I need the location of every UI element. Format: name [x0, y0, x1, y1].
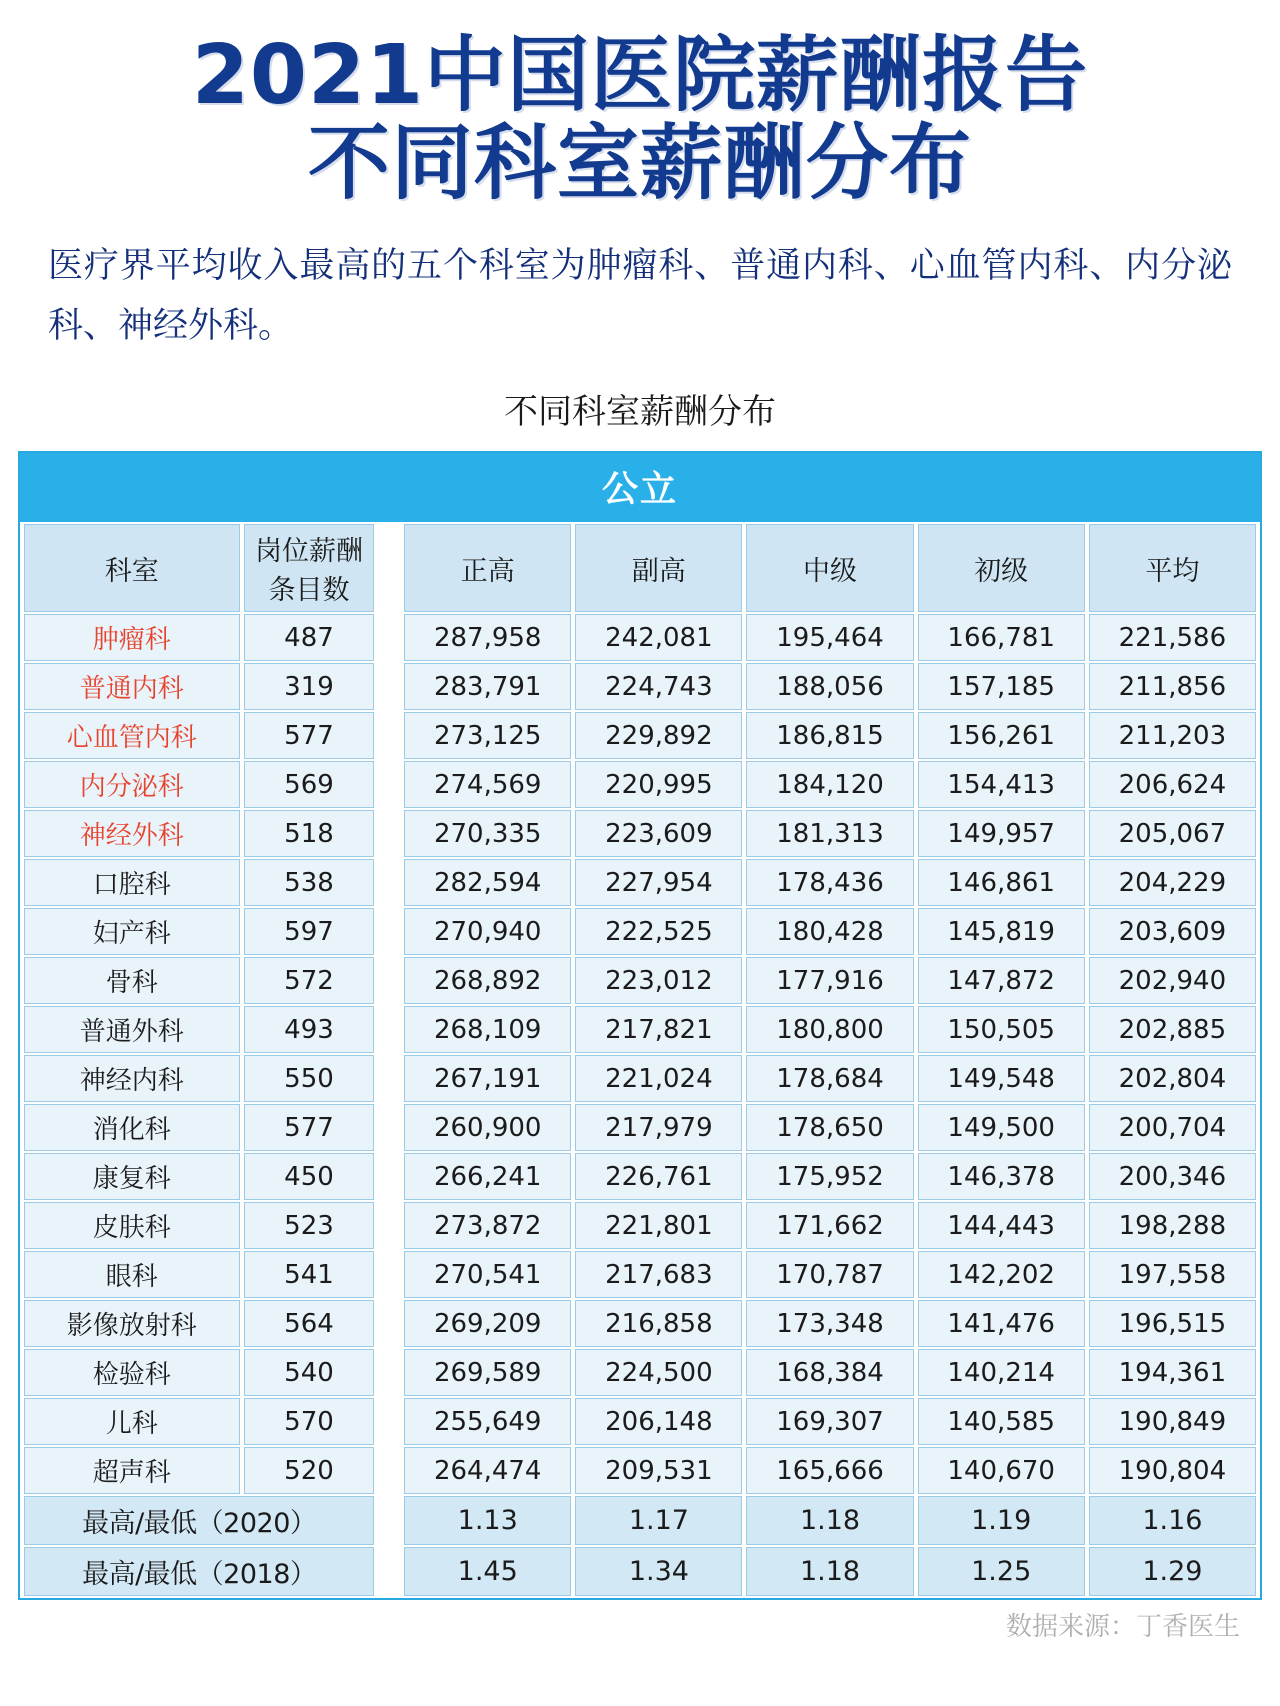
table-ratio-row	[24, 1547, 1256, 1596]
cell-intermediate: 173,348	[746, 1300, 913, 1347]
cell-entry-count: 577	[244, 1104, 375, 1151]
cell-deputy-chief: 217,979	[575, 1104, 742, 1151]
cell-junior: 149,957	[918, 810, 1085, 857]
cell-entry-count: 450	[244, 1153, 375, 1200]
cell-average: 206,624	[1089, 761, 1256, 808]
cell-senior-chief: 274,569	[404, 761, 571, 808]
cell-ratio-junior: 1.19	[918, 1496, 1085, 1545]
cell-department: 神经内科	[24, 1055, 240, 1102]
cell-ratio-intermediate: 1.18	[746, 1496, 913, 1545]
cell-intermediate: 181,313	[746, 810, 913, 857]
column-header-entry-count	[244, 524, 375, 612]
cell-junior: 146,378	[918, 1153, 1085, 1200]
table-ratio-row	[24, 1496, 1256, 1545]
cell-senior-chief: 270,541	[404, 1251, 571, 1298]
cell-entry-count: 518	[244, 810, 375, 857]
cell-spacer	[378, 1251, 400, 1298]
cell-spacer	[378, 1547, 400, 1596]
cell-average: 204,229	[1089, 859, 1256, 906]
cell-entry-count: 520	[244, 1447, 375, 1494]
table-row	[24, 663, 1256, 710]
cell-spacer	[378, 761, 400, 808]
cell-average: 194,361	[1089, 1349, 1256, 1396]
cell-ratio-senior-chief: 1.13	[404, 1496, 571, 1545]
cell-ratio-label: 最高/最低（2020）	[24, 1496, 374, 1545]
table-row	[24, 1055, 1256, 1102]
cell-department: 康复科	[24, 1153, 240, 1200]
cell-junior: 149,500	[918, 1104, 1085, 1151]
table-row	[24, 1447, 1256, 1494]
cell-department: 口腔科	[24, 859, 240, 906]
cell-department: 眼科	[24, 1251, 240, 1298]
cell-ratio-intermediate: 1.18	[746, 1547, 913, 1596]
cell-deputy-chief: 217,683	[575, 1251, 742, 1298]
cell-senior-chief: 283,791	[404, 663, 571, 710]
cell-department: 皮肤科	[24, 1202, 240, 1249]
cell-senior-chief: 287,958	[404, 614, 571, 661]
cell-junior: 156,261	[918, 712, 1085, 759]
cell-senior-chief: 273,872	[404, 1202, 571, 1249]
cell-junior: 149,548	[918, 1055, 1085, 1102]
cell-entry-count: 564	[244, 1300, 375, 1347]
cell-junior: 154,413	[918, 761, 1085, 808]
cell-average: 211,856	[1089, 663, 1256, 710]
source-note: 数据来源：丁香医生	[1005, 1612, 1240, 1643]
cell-deputy-chief: 216,858	[575, 1300, 742, 1347]
cell-deputy-chief: 227,954	[575, 859, 742, 906]
cell-entry-count: 540	[244, 1349, 375, 1396]
cell-spacer	[378, 1349, 400, 1396]
cell-deputy-chief: 224,743	[575, 663, 742, 710]
cell-intermediate: 177,916	[746, 957, 913, 1004]
cell-junior: 140,670	[918, 1447, 1085, 1494]
cell-spacer	[378, 1055, 400, 1102]
cell-entry-count: 570	[244, 1398, 375, 1445]
cell-spacer	[378, 1300, 400, 1347]
cell-spacer	[378, 1496, 400, 1545]
cell-average: 202,804	[1089, 1055, 1256, 1102]
cell-intermediate: 171,662	[746, 1202, 913, 1249]
cell-junior: 144,443	[918, 1202, 1085, 1249]
cell-deputy-chief: 242,081	[575, 614, 742, 661]
cell-average: 205,067	[1089, 810, 1256, 857]
cell-intermediate: 188,056	[746, 663, 913, 710]
cell-senior-chief: 269,589	[404, 1349, 571, 1396]
cell-average: 200,704	[1089, 1104, 1256, 1151]
column-spacer	[378, 524, 400, 612]
cell-ratio-junior: 1.25	[918, 1547, 1085, 1596]
column-header-entry-count-line2: 条目数	[268, 575, 350, 607]
cell-average: 202,885	[1089, 1006, 1256, 1053]
cell-average: 211,203	[1089, 712, 1256, 759]
cell-intermediate: 165,666	[746, 1447, 913, 1494]
cell-entry-count: 572	[244, 957, 375, 1004]
table-caption: 不同科室薪酬分布	[504, 392, 776, 433]
cell-intermediate: 169,307	[746, 1398, 913, 1445]
cell-junior: 140,585	[918, 1398, 1085, 1445]
cell-senior-chief: 273,125	[404, 712, 571, 759]
column-header-intermediate: 中级	[746, 524, 913, 612]
cell-junior: 145,819	[918, 908, 1085, 955]
cell-intermediate: 186,815	[746, 712, 913, 759]
cell-department: 超声科	[24, 1447, 240, 1494]
cell-deputy-chief: 222,525	[575, 908, 742, 955]
cell-deputy-chief: 226,761	[575, 1153, 742, 1200]
cell-average: 197,558	[1089, 1251, 1256, 1298]
cell-spacer	[378, 810, 400, 857]
table-row	[24, 614, 1256, 661]
cell-junior: 150,505	[918, 1006, 1085, 1053]
cell-deputy-chief: 223,012	[575, 957, 742, 1004]
table-row	[24, 908, 1256, 955]
cell-entry-count: 493	[244, 1006, 375, 1053]
cell-intermediate: 180,428	[746, 908, 913, 955]
cell-intermediate: 195,464	[746, 614, 913, 661]
cell-spacer	[378, 1398, 400, 1445]
table-row	[24, 1104, 1256, 1151]
cell-department: 肿瘤科	[24, 614, 240, 661]
table-row	[24, 957, 1256, 1004]
report-header	[0, 0, 1280, 210]
cell-junior: 141,476	[918, 1300, 1085, 1347]
cell-junior: 146,861	[918, 859, 1085, 906]
report-title-line-1: 2021中国医院薪酬报告	[191, 28, 1089, 123]
cell-entry-count: 577	[244, 712, 375, 759]
cell-deputy-chief: 217,821	[575, 1006, 742, 1053]
report-title-line-2: 不同科室薪酬分布	[307, 115, 972, 211]
cell-intermediate: 178,436	[746, 859, 913, 906]
column-header-department: 科室	[24, 524, 240, 612]
table-header-row	[24, 524, 1256, 612]
table-row	[24, 1006, 1256, 1053]
cell-senior-chief: 266,241	[404, 1153, 571, 1200]
cell-spacer	[378, 957, 400, 1004]
cell-senior-chief: 270,940	[404, 908, 571, 955]
cell-senior-chief: 270,335	[404, 810, 571, 857]
cell-intermediate: 180,800	[746, 1006, 913, 1053]
table-row	[24, 1153, 1256, 1200]
cell-entry-count: 523	[244, 1202, 375, 1249]
cell-spacer	[378, 1153, 400, 1200]
cell-spacer	[378, 663, 400, 710]
cell-deputy-chief: 220,995	[575, 761, 742, 808]
cell-junior: 166,781	[918, 614, 1085, 661]
cell-ratio-deputy-chief: 1.17	[575, 1496, 742, 1545]
cell-entry-count: 319	[244, 663, 375, 710]
table-row	[24, 1300, 1256, 1347]
cell-entry-count: 597	[244, 908, 375, 955]
cell-junior: 157,185	[918, 663, 1085, 710]
column-header-senior-chief: 正高	[404, 524, 571, 612]
cell-ratio-senior-chief: 1.45	[404, 1547, 571, 1596]
cell-department: 神经外科	[24, 810, 240, 857]
cell-spacer	[378, 1447, 400, 1494]
column-header-deputy-chief: 副高	[575, 524, 742, 612]
cell-department: 心血管内科	[24, 712, 240, 759]
cell-deputy-chief: 229,892	[575, 712, 742, 759]
cell-average: 203,609	[1089, 908, 1256, 955]
cell-junior: 142,202	[918, 1251, 1085, 1298]
cell-spacer	[378, 908, 400, 955]
cell-intermediate: 184,120	[746, 761, 913, 808]
cell-senior-chief: 260,900	[404, 1104, 571, 1151]
cell-ratio-average: 1.16	[1089, 1496, 1256, 1545]
cell-junior: 147,872	[918, 957, 1085, 1004]
cell-spacer	[378, 859, 400, 906]
cell-entry-count: 487	[244, 614, 375, 661]
cell-senior-chief: 267,191	[404, 1055, 571, 1102]
cell-spacer	[378, 1104, 400, 1151]
report-intro-text: 医疗界平均收入最高的五个科室为肿瘤科、普通内科、心血管内科、内分泌科、神经外科。	[48, 245, 1232, 346]
cell-senior-chief: 282,594	[404, 859, 571, 906]
cell-deputy-chief: 221,024	[575, 1055, 742, 1102]
table-row	[24, 810, 1256, 857]
column-header-entry-count-line1: 岗位薪酬	[255, 536, 363, 568]
table-row	[24, 1251, 1256, 1298]
cell-intermediate: 178,684	[746, 1055, 913, 1102]
table-row	[24, 1202, 1256, 1249]
cell-ratio-average: 1.29	[1089, 1547, 1256, 1596]
cell-average: 198,288	[1089, 1202, 1256, 1249]
cell-deputy-chief: 221,801	[575, 1202, 742, 1249]
cell-spacer	[378, 1006, 400, 1053]
cell-senior-chief: 255,649	[404, 1398, 571, 1445]
cell-department: 骨科	[24, 957, 240, 1004]
cell-deputy-chief: 224,500	[575, 1349, 742, 1396]
cell-entry-count: 550	[244, 1055, 375, 1102]
cell-spacer	[378, 1202, 400, 1249]
table-body	[24, 614, 1256, 1596]
cell-department: 消化科	[24, 1104, 240, 1151]
cell-department: 内分泌科	[24, 761, 240, 808]
cell-entry-count: 538	[244, 859, 375, 906]
table-row	[24, 859, 1256, 906]
cell-junior: 140,214	[918, 1349, 1085, 1396]
column-header-junior: 初级	[918, 524, 1085, 612]
table-row	[24, 761, 1256, 808]
cell-senior-chief: 268,892	[404, 957, 571, 1004]
cell-entry-count: 569	[244, 761, 375, 808]
cell-ratio-deputy-chief: 1.34	[575, 1547, 742, 1596]
cell-spacer	[378, 712, 400, 759]
cell-intermediate: 170,787	[746, 1251, 913, 1298]
table-band-public: 公立	[20, 453, 1260, 522]
cell-department: 儿科	[24, 1398, 240, 1445]
cell-average: 196,515	[1089, 1300, 1256, 1347]
table-row	[24, 1349, 1256, 1396]
cell-senior-chief: 269,209	[404, 1300, 571, 1347]
table-row	[24, 1398, 1256, 1445]
cell-senior-chief: 268,109	[404, 1006, 571, 1053]
cell-senior-chief: 264,474	[404, 1447, 571, 1494]
cell-average: 200,346	[1089, 1153, 1256, 1200]
cell-intermediate: 168,384	[746, 1349, 913, 1396]
salary-table	[20, 522, 1260, 1598]
cell-intermediate: 175,952	[746, 1153, 913, 1200]
cell-deputy-chief: 223,609	[575, 810, 742, 857]
cell-department: 普通外科	[24, 1006, 240, 1053]
column-header-average: 平均	[1089, 524, 1256, 612]
cell-department: 妇产科	[24, 908, 240, 955]
cell-entry-count: 541	[244, 1251, 375, 1298]
cell-spacer	[378, 614, 400, 661]
cell-average: 190,849	[1089, 1398, 1256, 1445]
cell-intermediate: 178,650	[746, 1104, 913, 1151]
cell-average: 221,586	[1089, 614, 1256, 661]
cell-deputy-chief: 206,148	[575, 1398, 742, 1445]
salary-table-container	[18, 451, 1262, 1600]
cell-average: 202,940	[1089, 957, 1256, 1004]
cell-department: 普通内科	[24, 663, 240, 710]
cell-department: 检验科	[24, 1349, 240, 1396]
cell-ratio-label: 最高/最低（2018）	[24, 1547, 374, 1596]
table-row	[24, 712, 1256, 759]
cell-department: 影像放射科	[24, 1300, 240, 1347]
cell-deputy-chief: 209,531	[575, 1447, 742, 1494]
cell-average: 190,804	[1089, 1447, 1256, 1494]
